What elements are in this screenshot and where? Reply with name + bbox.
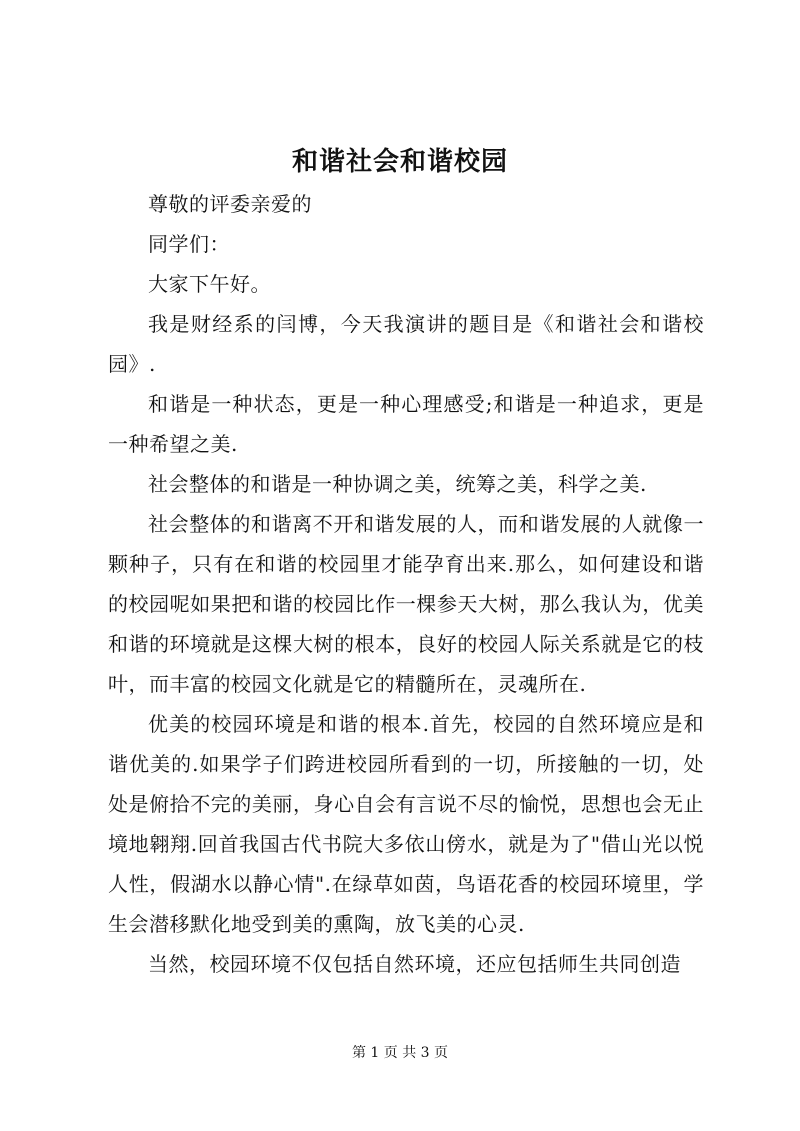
document-title: 和谐社会和谐校园 [291,147,508,177]
paragraph-harmonious-campus: 社会整体的和谐离不开和谐发展的人，而和谐发展的人就像一颗种子，只有在和谐的校园里才能孕育出来.那么，如何建设和谐的校园呢如果把和谐的校园比作一棵参天大树，那么我认为，优美和谐的环境就是这棵大树的根本，良好的校园人际关系就是它的枝叶，而丰富的校园文化就是它的精髓所在，灵魂所在. [108,512,704,696]
paragraph-continuation: 当然，校园环境不仅包括自然环境，还应包括师生共同创造 [148,952,681,976]
paragraph-salutation: 尊敬的评委亲爱的 [148,192,312,216]
paragraph-campus-environment: 优美的校园环境是和谐的根本.首先，校园的自然环境应是和谐优美的.如果学子们跨进校园所看到的一切，所接触的一切，处处是俯拾不完的美丽，身心自会有言说不尽的愉悦，思想也会无止境地翱翔.回首我国古代书院大多依山傍水，就是为了"借山光以悦人性，假湖水以静心情".在绿草如茵，鸟语花香的校园环境里，学生会潜移默化地受到美的熏陶，放飞美的心灵. [108,712,704,936]
paragraph-audience: 同学们： [148,232,230,256]
paragraph-greeting: 大家下午好。 [148,272,271,296]
page-number-footer: 第 1 页 共 3 页 [351,1045,449,1061]
paragraph-harmony-definition: 和谐是一种状态，更是一种心理感受;和谐是一种追求，更是一种希望之美. [108,392,704,456]
paragraph-introduction: 我是财经系的闫博，今天我演讲的题目是《和谐社会和谐校园》. [108,312,704,376]
paragraph-social-harmony: 社会整体的和谐是一种协调之美，统筹之美，科学之美. [148,472,647,496]
document-body [108,184,704,984]
